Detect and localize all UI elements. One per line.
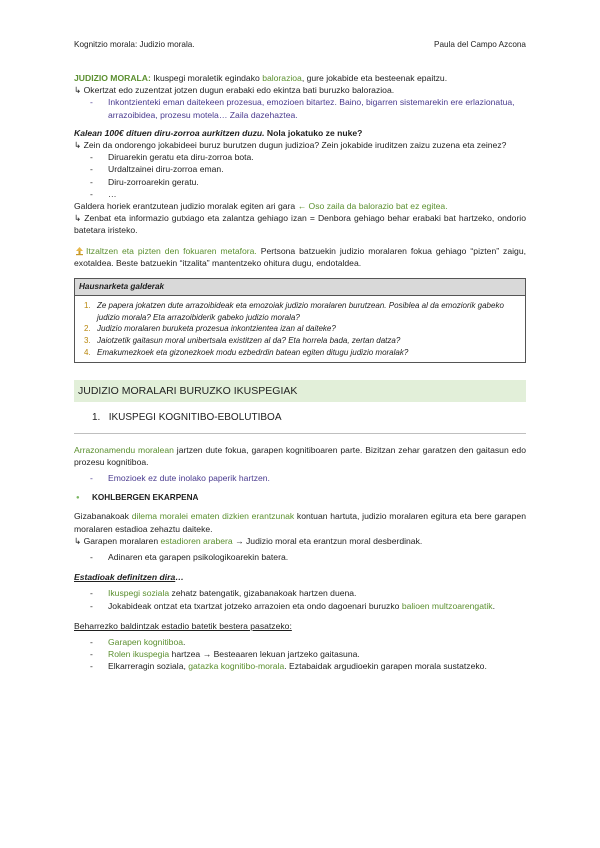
- intro-line2: ↳ Okertzat edo zuzentzat jotzen dugun erabaki edo ekintza bati buruzko balorazioa.: [74, 85, 395, 96]
- intro-label: JUDIZIO MORALA:: [74, 73, 151, 83]
- question-list: [75, 296, 525, 362]
- list-item: - Jokabideak ontzat eta txartzat jotzeko arrazoien eta ondo dagoenari buruzko balioen multzoarengatik.: [74, 600, 526, 612]
- cognitive-paragraph: Arrazonamendu moralean jartzen dute fokua, garapen kognitiboaren parte. Bizitzan zehar garatzen den gaitasun edo prozesu kognitiboa.: [74, 444, 526, 467]
- example-question: ↳ Zein da ondorengo jokabideei buruz burutzen dugun judizioa? Zein jokabide iruditzen zaizu zuzena eta zeinez?: [74, 140, 507, 151]
- header-author: Paula del Campo Azcona: [434, 40, 526, 49]
- list-item: - Elkarreragin soziala, gatazka kognitibo-morala. Eztabaidak argudioekin garapen morala sustatzeko.: [74, 660, 526, 672]
- transition-title: Beharrezko baldintzak estadio batetik bestera pasatzeko:: [74, 620, 292, 631]
- intro-dash-list: [74, 96, 526, 120]
- list-item: - Urdaltzainei diru-zorroa eman.: [74, 163, 526, 175]
- page-content: [74, 72, 526, 673]
- section-heading: JUDIZIO MORALARI BURUZKO IKUSPEGIAK: [74, 380, 526, 402]
- stages-title: Estadioak definitzen dira…: [74, 572, 184, 583]
- metaphor-paragraph: Itzaltzen eta pizten den fokuaren metafora. Pertsona batzuekin judizio moralaren fokua gehiago “pizten” zaigu, exotaldea. Beste batzuekin “itzalita” mantentzeko ohitura dugu, endotaldea.: [74, 245, 526, 268]
- list-item: 3. Jaiotzetik gaitasun moral unibertsala existitzen al da? Eta horrela bada, zertan datza?: [84, 336, 401, 346]
- reflection-questions-box: [74, 278, 526, 363]
- lamp-icon: [74, 246, 85, 256]
- list-item: - Rolen ikuspegia hartzea → Besteaaren lekuan jartzeko gaitasuna.: [74, 648, 526, 660]
- list-item: - Adinaren eta garapen psikologikoarekin batera.: [74, 551, 526, 563]
- intro-paragraph: JUDIZIO MORALA: Ikuspegi moraletik egindako balorazioa, gure jokabide eta besteenak epaitzu.: [74, 73, 448, 83]
- kohlberg-paragraph: Gizabanakoak dilema moralei ematen dizkien erantzunak kontuan hartuta, judizio moralaren egitura eta bere garapen moralaren estadioa zehaztu daiteke.: [74, 511, 526, 534]
- list-item: - Emozioek ez dute inolako paperik hartzen.: [74, 472, 526, 484]
- kohlberg-list: [74, 551, 526, 563]
- divider: [74, 433, 526, 434]
- box-title: Hausnarketa galderak: [75, 279, 525, 296]
- kohlberg-heading: ● KOHLBERGEN EKARPENA: [74, 492, 526, 504]
- list-item: - Inkontzienteki eman daitekeen prozesua, emozioen bitartez. Baino, bigarren sistemarekin ere erlazionatua, arrazoibidea, prozesu motela… Zaila dazehaztea.: [74, 96, 526, 120]
- example-conclusion: Galdera horiek erantzutean judizio moralak egiten ari gara ← Oso zaila da balorazio bat ez egitea.: [74, 201, 448, 212]
- list-item: - Diru-zorroarekin geratu.: [74, 176, 526, 188]
- list-item: 4. Emakumezkoek eta gizonezkoek modu ezbedrdin batean egiten ditugu judizio moralak?: [84, 347, 409, 357]
- left-arrow-icon: ←: [297, 201, 307, 212]
- transition-list: [74, 636, 526, 673]
- kohlberg-line2: ↳ Garapen moralaren estadioren arabera → Judizio moral eta erantzun moral desberdinak.: [74, 535, 423, 546]
- subsection-heading: 1. IKUSPEGI KOGNITIBO-EBOLUTIBOA: [92, 412, 282, 424]
- list-item: - Garapen kognitiboa.: [74, 636, 526, 648]
- cognitive-list: [74, 472, 526, 484]
- list-item: 1. Ze papera jokatzen dute arrazoibideak eta emozoiak judizio moralaren burutzean. Posiblea al da emoziorik gabeko judizio morala? Eta arrazoibiderik gabeko judizio morala?: [84, 301, 504, 322]
- header-title: Kognitzio morala: Judizio morala.: [74, 40, 195, 49]
- example-list: [74, 151, 526, 200]
- stages-list: [74, 587, 526, 611]
- example-title: Kalean 100€ dituen diru-zorroa aurkitzen duzu. Nola jokatuko ze nuke?: [74, 127, 363, 138]
- list-item: 2. Judizio moralaren buruketa prozesua inkontzientea izan al daiteke?: [84, 324, 336, 334]
- list-item: - Ikuspegi soziala zehatz batengatik, gizabanakoak hartzen duena.: [74, 587, 526, 599]
- list-item: - …: [74, 188, 526, 200]
- list-item: - Diruarekin geratu eta diru-zorroa bota.: [74, 151, 526, 163]
- example-more: ↳ Zenbat eta informazio gutxiago eta zalantza gehiago izan = Denbora gehiago behar erabaki bat hartzeko, ondorio batetara iristeko.: [74, 213, 526, 236]
